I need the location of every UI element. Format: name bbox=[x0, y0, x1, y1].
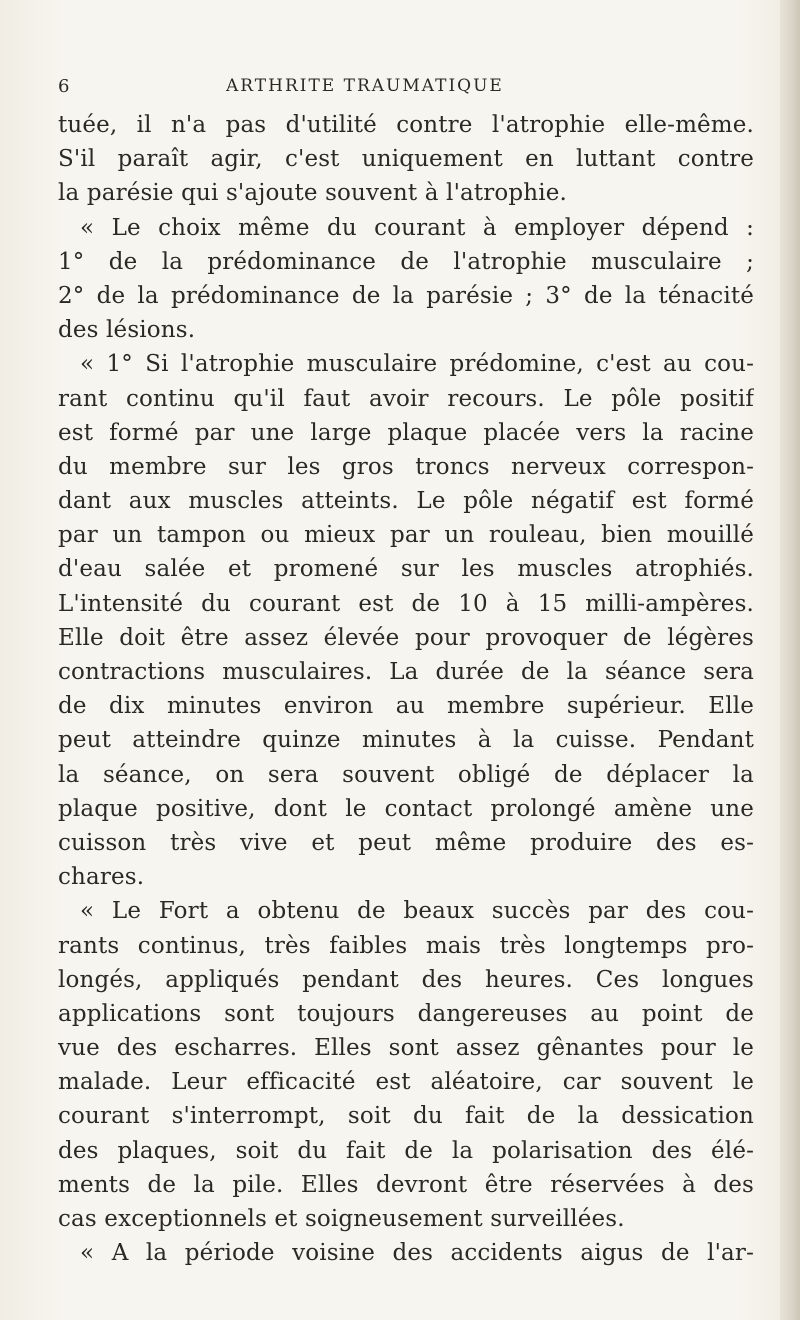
text-line: vue des escharres. Elles sont assez gênantes pour le bbox=[58, 1035, 754, 1062]
text-line: plaque positive, dont le contact prolongé amène une bbox=[58, 795, 754, 822]
page-number: 6 bbox=[58, 76, 71, 97]
body-text bbox=[58, 108, 754, 1270]
text-line: est formé par une large plaque placée vers la racine bbox=[58, 419, 754, 446]
text-line: malade. Leur efficacité est aléatoire, car souvent le bbox=[58, 1069, 754, 1096]
text-line: L'intensité du courant est de 10 à 15 milli-ampères. bbox=[58, 590, 754, 617]
text-line: des plaques, soit du fait de la polarisation des élé- bbox=[58, 1137, 754, 1164]
text-line: courant s'interrompt, soit du fait de la dessication bbox=[58, 1103, 754, 1130]
page-edge bbox=[780, 0, 800, 1320]
text-line: ments de la pile. Elles devront être réservées à des bbox=[58, 1171, 754, 1198]
text-line: Elle doit être assez élevée pour provoquer de légères bbox=[58, 624, 754, 651]
running-head: ARTHRITE TRAUMATIQUE bbox=[226, 76, 504, 96]
text-line: chares. bbox=[58, 864, 145, 891]
text-line: de dix minutes environ au membre supérieur. Elle bbox=[58, 693, 754, 720]
text-line: contractions musculaires. La durée de la séance sera bbox=[58, 659, 754, 685]
text-line: cas exceptionnels et soigneusement surveillées. bbox=[58, 1206, 625, 1232]
text-line: des lésions. bbox=[58, 317, 196, 344]
text-line: tuée, il n'a pas d'utilité contre l'atrophie elle-même. bbox=[58, 112, 754, 138]
text-line: « Le choix même du courant à employer dépend : bbox=[80, 214, 754, 241]
text-line: la parésie qui s'ajoute souvent à l'atrophie. bbox=[58, 180, 567, 207]
text-line: longés, appliqués pendant des heures. Ces longues bbox=[58, 966, 754, 993]
text-line: dant aux muscles atteints. Le pôle négatif est formé bbox=[58, 488, 754, 515]
text-line: cuisson très vive et peut même produire des es- bbox=[58, 829, 754, 856]
text-line: « A la période voisine des accidents aigus de l'ar- bbox=[80, 1240, 754, 1267]
text-line: « 1° Si l'atrophie musculaire prédomine, c'est au cou- bbox=[80, 351, 754, 378]
text-line: du membre sur les gros troncs nerveux correspon- bbox=[58, 453, 754, 480]
text-line: « Le Fort a obtenu de beaux succès par des cou- bbox=[80, 898, 754, 925]
text-line: 2° de la prédominance de la parésie ; 3° de la ténacité bbox=[58, 282, 754, 309]
text-line: la séance, on sera souvent obligé de déplacer la bbox=[58, 761, 754, 788]
text-line: 1° de la prédominance de l'atrophie musculaire ; bbox=[58, 248, 754, 275]
text-line: applications sont toujours dangereuses au point de bbox=[58, 1000, 754, 1027]
text-line: S'il paraît agir, c'est uniquement en luttant contre bbox=[58, 146, 754, 173]
text-line: par un tampon ou mieux par un rouleau, bien mouillé bbox=[58, 522, 754, 549]
text-line: d'eau salée et promené sur les muscles atrophiés. bbox=[58, 556, 754, 583]
page-header bbox=[58, 72, 758, 96]
text-line: peut atteindre quinze minutes à la cuisse. Pendant bbox=[58, 727, 754, 754]
text-line: rants continus, très faibles mais très longtemps pro- bbox=[58, 932, 754, 959]
text-line: rant continu qu'il faut avoir recours. Le pôle positif bbox=[58, 385, 754, 412]
